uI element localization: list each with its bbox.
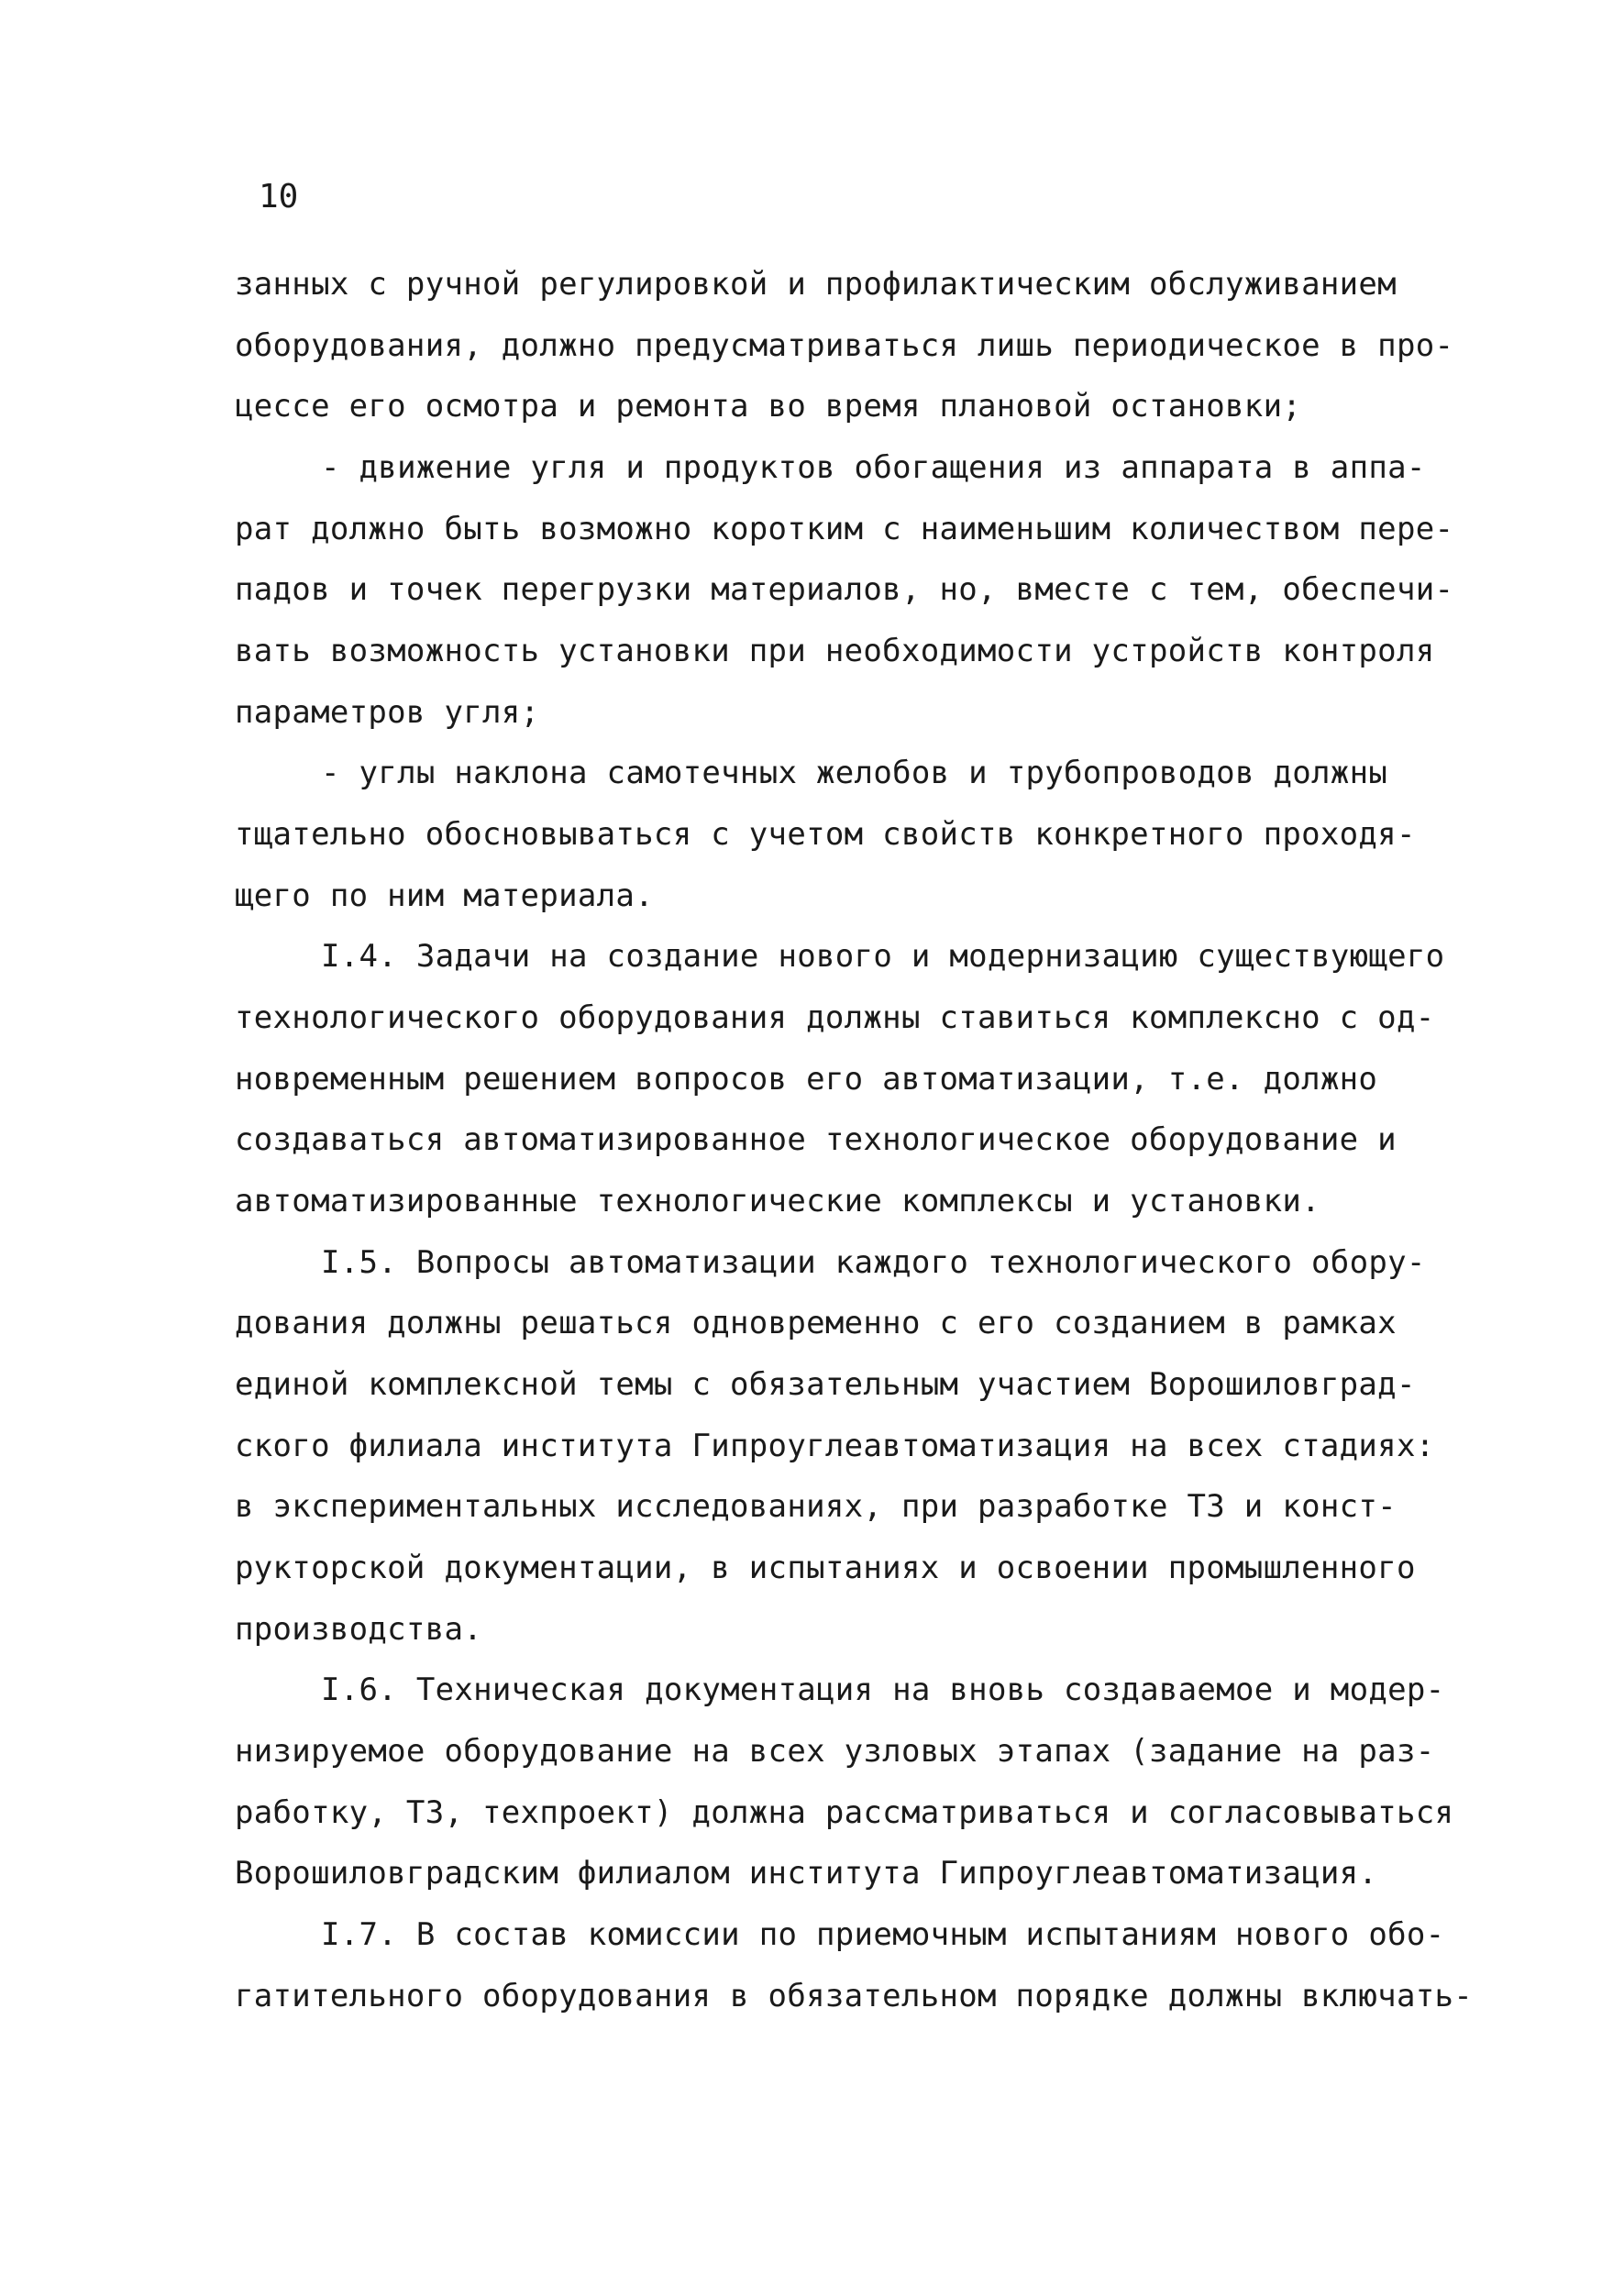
text-line: автоматизированные технологические комплексы и установки. <box>235 1183 1320 1219</box>
text-line: ского филиала института Гипроуглеавтоматизация на всех стадиях: <box>235 1428 1435 1464</box>
text-line: щего по ним материала. <box>235 877 654 914</box>
text-line: тщательно обосновываться с учетом свойств конкретного проходя- <box>235 816 1416 853</box>
text-line: занных с ручной регулировкой и профилактическим обслуживанием <box>235 266 1397 303</box>
text-line: рукторской документации, в испытаниях и освоении промышленного <box>235 1550 1416 1586</box>
text-line: новременным решением вопросов его автоматизации, т.е. должно <box>235 1061 1378 1098</box>
text-line: в экспериментальных исследованиях, при разработке ТЗ и конст- <box>235 1488 1397 1525</box>
section-1-6-line: I.6. Техническая документация на вновь создаваемое и модер- <box>321 1672 1445 1708</box>
text-line: Ворошиловградским филиалом института Гипроуглеавтоматизация. <box>235 1855 1378 1892</box>
text-line: технологического оборудования должны ставиться комплексно с од- <box>235 999 1435 1036</box>
text-line: оборудования, должно предусматриваться лишь периодическое в про- <box>235 327 1454 364</box>
page-number: 10 <box>259 178 299 215</box>
list-item-line: - углы наклона самотечных желобов и трубопроводов должны <box>321 755 1388 791</box>
text-line: гатительного оборудования в обязательном порядке должны включать- <box>235 1978 1474 2014</box>
text-line: производства. <box>235 1611 483 1648</box>
text-line: рат должно быть возможно коротким с наименьшим количеством пере- <box>235 511 1454 547</box>
list-item-line: - движение угля и продуктов обогащения из аппарата в аппа- <box>321 449 1426 486</box>
text-line: низируемое оборудование на всех узловых этапах (задание на раз- <box>235 1733 1435 1770</box>
text-line: падов и точек перегрузки материалов, но, вместе с тем, обеспечи- <box>235 571 1454 608</box>
text-line: дования должны решаться одновременно с его созданием в рамках <box>235 1305 1397 1341</box>
text-line: единой комплексной темы с обязательным участием Ворошиловград- <box>235 1366 1416 1403</box>
text-line: цессе его осмотра и ремонта во время плановой остановки; <box>235 388 1302 425</box>
section-1-7-line: I.7. В состав комиссии по приемочным испытаниям нового обо- <box>321 1916 1445 1953</box>
text-line: работку, ТЗ, техпроект) должна рассматриваться и согласовываться <box>235 1794 1454 1831</box>
section-1-4-line: I.4. Задачи на создание нового и модернизацию существующего <box>321 938 1445 975</box>
text-line: вать возможность установки при необходимости устройств контроля <box>235 633 1435 669</box>
text-line: параметров угля; <box>235 694 540 731</box>
text-line: создаваться автоматизированное технологическое оборудование и <box>235 1121 1397 1158</box>
section-1-5-line: I.5. Вопросы автоматизации каждого технологического обору- <box>321 1244 1426 1281</box>
